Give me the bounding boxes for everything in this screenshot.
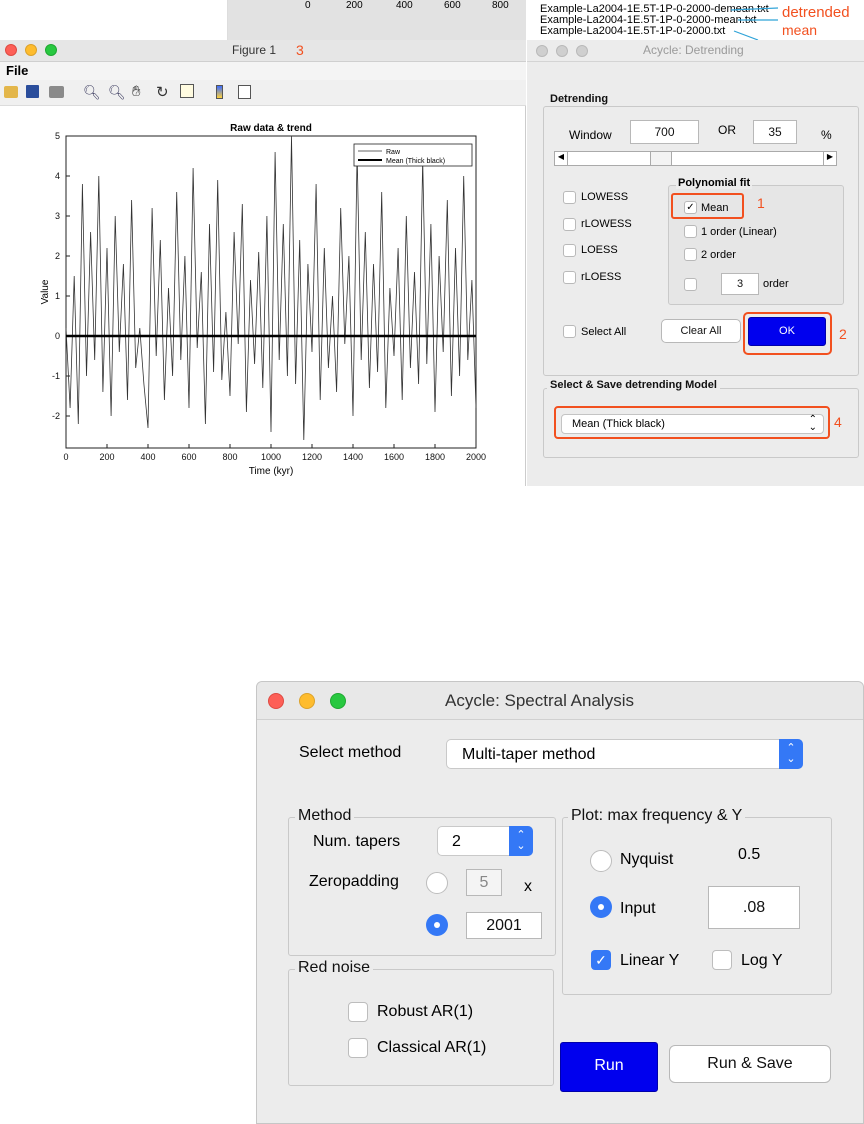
slider-thumb[interactable]: [650, 152, 672, 165]
or-label: OR: [718, 123, 736, 137]
num-tapers-value: 2: [452, 833, 461, 850]
percent-input[interactable]: 35: [753, 120, 797, 144]
rloess-label: rLOESS: [581, 271, 622, 283]
background-axis-strip: [228, 0, 526, 40]
loess-checkbox[interactable]: [563, 244, 576, 257]
legend-label-raw: Raw: [386, 149, 401, 156]
y-tick-label: -1: [51, 371, 60, 381]
max-frequency-input[interactable]: .08: [708, 886, 800, 929]
y-tick-label: -2: [51, 411, 60, 421]
annotation-2: 2: [839, 326, 847, 342]
annotation-detrended: detrended: [782, 4, 850, 21]
maximize-icon[interactable]: [576, 45, 588, 57]
annotation-1: 1: [757, 195, 765, 211]
x-tick-label: 0: [63, 452, 69, 462]
axis-tick-800: 800: [492, 0, 509, 11]
select-all-label: Select All: [581, 326, 627, 338]
input-radio[interactable]: [590, 896, 612, 918]
rloess-checkbox[interactable]: [563, 271, 576, 284]
save-icon[interactable]: [26, 85, 39, 98]
spectral-title: Acycle: Spectral Analysis: [445, 691, 634, 710]
polynomial-fit-label: Polynomial fit: [678, 177, 751, 189]
x-tick-label: 400: [140, 452, 156, 462]
order2-label: 2 order: [701, 249, 736, 261]
y-tick-label: 0: [54, 331, 60, 341]
detrend-title: Acycle: Detrending: [643, 43, 744, 57]
run-button[interactable]: Run: [560, 1042, 658, 1092]
x-tick-label: 2000: [465, 452, 487, 462]
lowess-checkbox[interactable]: [563, 191, 576, 204]
menu-file[interactable]: File: [6, 63, 29, 78]
select-method-label: Select method: [299, 744, 402, 761]
robust-ar-checkbox[interactable]: [348, 1002, 368, 1022]
zeropadding-x: x: [524, 878, 532, 895]
classical-ar-checkbox[interactable]: [348, 1038, 368, 1058]
y-tick-label: 1: [54, 291, 60, 301]
save-model-group-label: Select & Save detrending Model: [547, 379, 720, 391]
window-label: Window: [569, 128, 612, 142]
linear-y-label: Linear Y: [620, 952, 680, 969]
input-label: Input: [620, 900, 656, 917]
log-y-checkbox[interactable]: [712, 950, 732, 970]
detrend-window: [527, 40, 864, 486]
rotate-icon[interactable]: ↻: [156, 84, 169, 101]
x-tick-label: 1200: [301, 452, 323, 462]
axis-tick-0: 0: [305, 0, 311, 11]
legend-label-mean: Mean (Thick black): [386, 158, 446, 165]
red-noise-group: [288, 969, 554, 1086]
lowess-label: LOWESS: [581, 191, 629, 203]
num-tapers-label: Num. tapers: [313, 833, 401, 850]
axis-tick-200: 200: [346, 0, 363, 11]
annotation-mean: mean: [782, 22, 818, 38]
ok-button[interactable]: OK: [748, 317, 826, 346]
mean-checkbox[interactable]: ✓: [684, 201, 697, 214]
pan-icon[interactable]: ✋︎: [132, 83, 141, 100]
figure-window: [0, 40, 526, 486]
log-y-label: Log Y: [741, 952, 783, 969]
file-item-mean[interactable]: Example-La2004-1E.5T-1P-0-2000-mean.txt: [540, 14, 757, 26]
length-input[interactable]: 2001: [466, 912, 542, 939]
detrending-group-label: Detrending: [547, 93, 611, 105]
method-group-label: Method: [295, 807, 354, 825]
file-list: [526, 0, 864, 40]
minimize-icon[interactable]: [25, 44, 37, 56]
run-save-button[interactable]: Run & Save: [669, 1045, 831, 1083]
maximize-icon[interactable]: [330, 693, 346, 709]
order1-checkbox[interactable]: [684, 225, 697, 238]
top-strip: [0, 0, 864, 40]
spectral-window: [256, 681, 864, 1124]
y-tick-label: 4: [54, 171, 60, 181]
spectral-titlebar[interactable]: [257, 682, 863, 720]
percent-sign: %: [821, 128, 832, 142]
order-n-checkbox[interactable]: [684, 278, 697, 291]
zeropadding-input[interactable]: 5: [466, 869, 502, 896]
zoom-out-icon[interactable]: 🔍︎: [108, 84, 126, 100]
raw-data-chart: [0, 106, 526, 486]
order2-checkbox[interactable]: [684, 248, 697, 261]
order1-label: 1 order (Linear): [701, 226, 777, 238]
file-item-demean[interactable]: Example-La2004-1E.5T-1P-0-2000-demean.txt: [540, 3, 769, 15]
annotation-3: 3: [296, 42, 304, 58]
chevron-updown-icon: ⌃ ⌄: [779, 739, 803, 769]
clear-all-button[interactable]: Clear All: [661, 319, 741, 343]
chevron-updown-icon: ⌃ ⌄: [808, 414, 817, 433]
minimize-icon[interactable]: [299, 693, 315, 709]
zeropadding-radio[interactable]: [426, 872, 448, 894]
x-tick-label: 800: [222, 452, 238, 462]
zoom-in-icon[interactable]: 🔍︎: [83, 84, 101, 100]
data-cursor-icon[interactable]: [180, 84, 194, 98]
axis-tick-600: 600: [444, 0, 461, 11]
close-icon[interactable]: [268, 693, 284, 709]
method-select-value: Multi-taper method: [462, 746, 596, 763]
annotation-4: 4: [834, 414, 842, 430]
y-tick-label: 5: [54, 131, 60, 141]
window-input[interactable]: 700: [630, 120, 699, 144]
x-tick-label: 1600: [383, 452, 405, 462]
select-all-checkbox[interactable]: [563, 325, 576, 338]
figure-title: Figure 1: [232, 43, 277, 57]
red-noise-group-label: Red noise: [295, 959, 373, 977]
chevron-updown-icon: ⌃ ⌄: [509, 826, 533, 856]
x-tick-label: 1000: [260, 452, 282, 462]
annotation-arrows: [526, 0, 864, 40]
rlowess-checkbox[interactable]: [563, 218, 576, 231]
slider-right-arrow[interactable]: ▶: [823, 152, 836, 165]
y-tick-label: 2: [54, 251, 60, 261]
figure-titlebar[interactable]: [0, 40, 526, 62]
colorbar-icon[interactable]: [216, 85, 223, 99]
plot-group-label: Plot: max frequency & Y: [568, 807, 745, 825]
order-n-input[interactable]: 3: [721, 273, 759, 295]
close-icon[interactable]: [5, 44, 17, 56]
zeropadding-label: Zeropadding: [309, 873, 399, 890]
x-axis-label: Time (kyr): [248, 466, 294, 477]
minimize-icon[interactable]: [556, 45, 568, 57]
rlowess-label: rLOWESS: [581, 218, 632, 230]
x-tick-label: 1400: [342, 452, 364, 462]
print-icon[interactable]: [49, 86, 64, 98]
order-n-label: order: [763, 278, 789, 290]
plot-area: [66, 136, 476, 448]
x-tick-label: 600: [181, 452, 197, 462]
mean-label: Mean: [701, 202, 729, 214]
background-window-left: [0, 0, 228, 40]
menubar: [0, 62, 526, 80]
toolbar: [0, 80, 526, 106]
robust-ar-label: Robust AR(1): [377, 1003, 474, 1020]
legend-icon[interactable]: [238, 85, 251, 99]
open-icon[interactable]: [4, 86, 18, 98]
num-tapers-select[interactable]: [437, 826, 533, 856]
classical-ar-label: Classical AR(1): [377, 1039, 487, 1056]
close-icon[interactable]: [536, 45, 548, 57]
length-radio[interactable]: [426, 914, 448, 936]
slider-left-arrow[interactable]: ◀: [555, 152, 568, 165]
maximize-icon[interactable]: [45, 44, 57, 56]
window-slider[interactable]: [554, 151, 837, 166]
x-tick-label: 200: [99, 452, 115, 462]
loess-label: LOESS: [581, 244, 618, 256]
nyquist-value: 0.5: [738, 846, 761, 863]
chart-title: Raw data & trend: [230, 123, 312, 134]
detrend-titlebar[interactable]: [527, 40, 864, 62]
linear-y-checkbox[interactable]: ✓: [591, 950, 611, 970]
x-tick-label: 1800: [424, 452, 446, 462]
nyquist-label: Nyquist: [620, 851, 674, 868]
file-item-raw[interactable]: Example-La2004-1E.5T-1P-0-2000.txt: [540, 25, 726, 37]
y-tick-label: 3: [54, 211, 60, 221]
axis-tick-400: 400: [396, 0, 413, 11]
y-axis-label: Value: [40, 279, 51, 305]
nyquist-radio[interactable]: [590, 850, 612, 872]
model-select[interactable]: [561, 414, 824, 434]
model-select-value: Mean (Thick black): [572, 418, 665, 430]
method-select[interactable]: [446, 739, 803, 769]
